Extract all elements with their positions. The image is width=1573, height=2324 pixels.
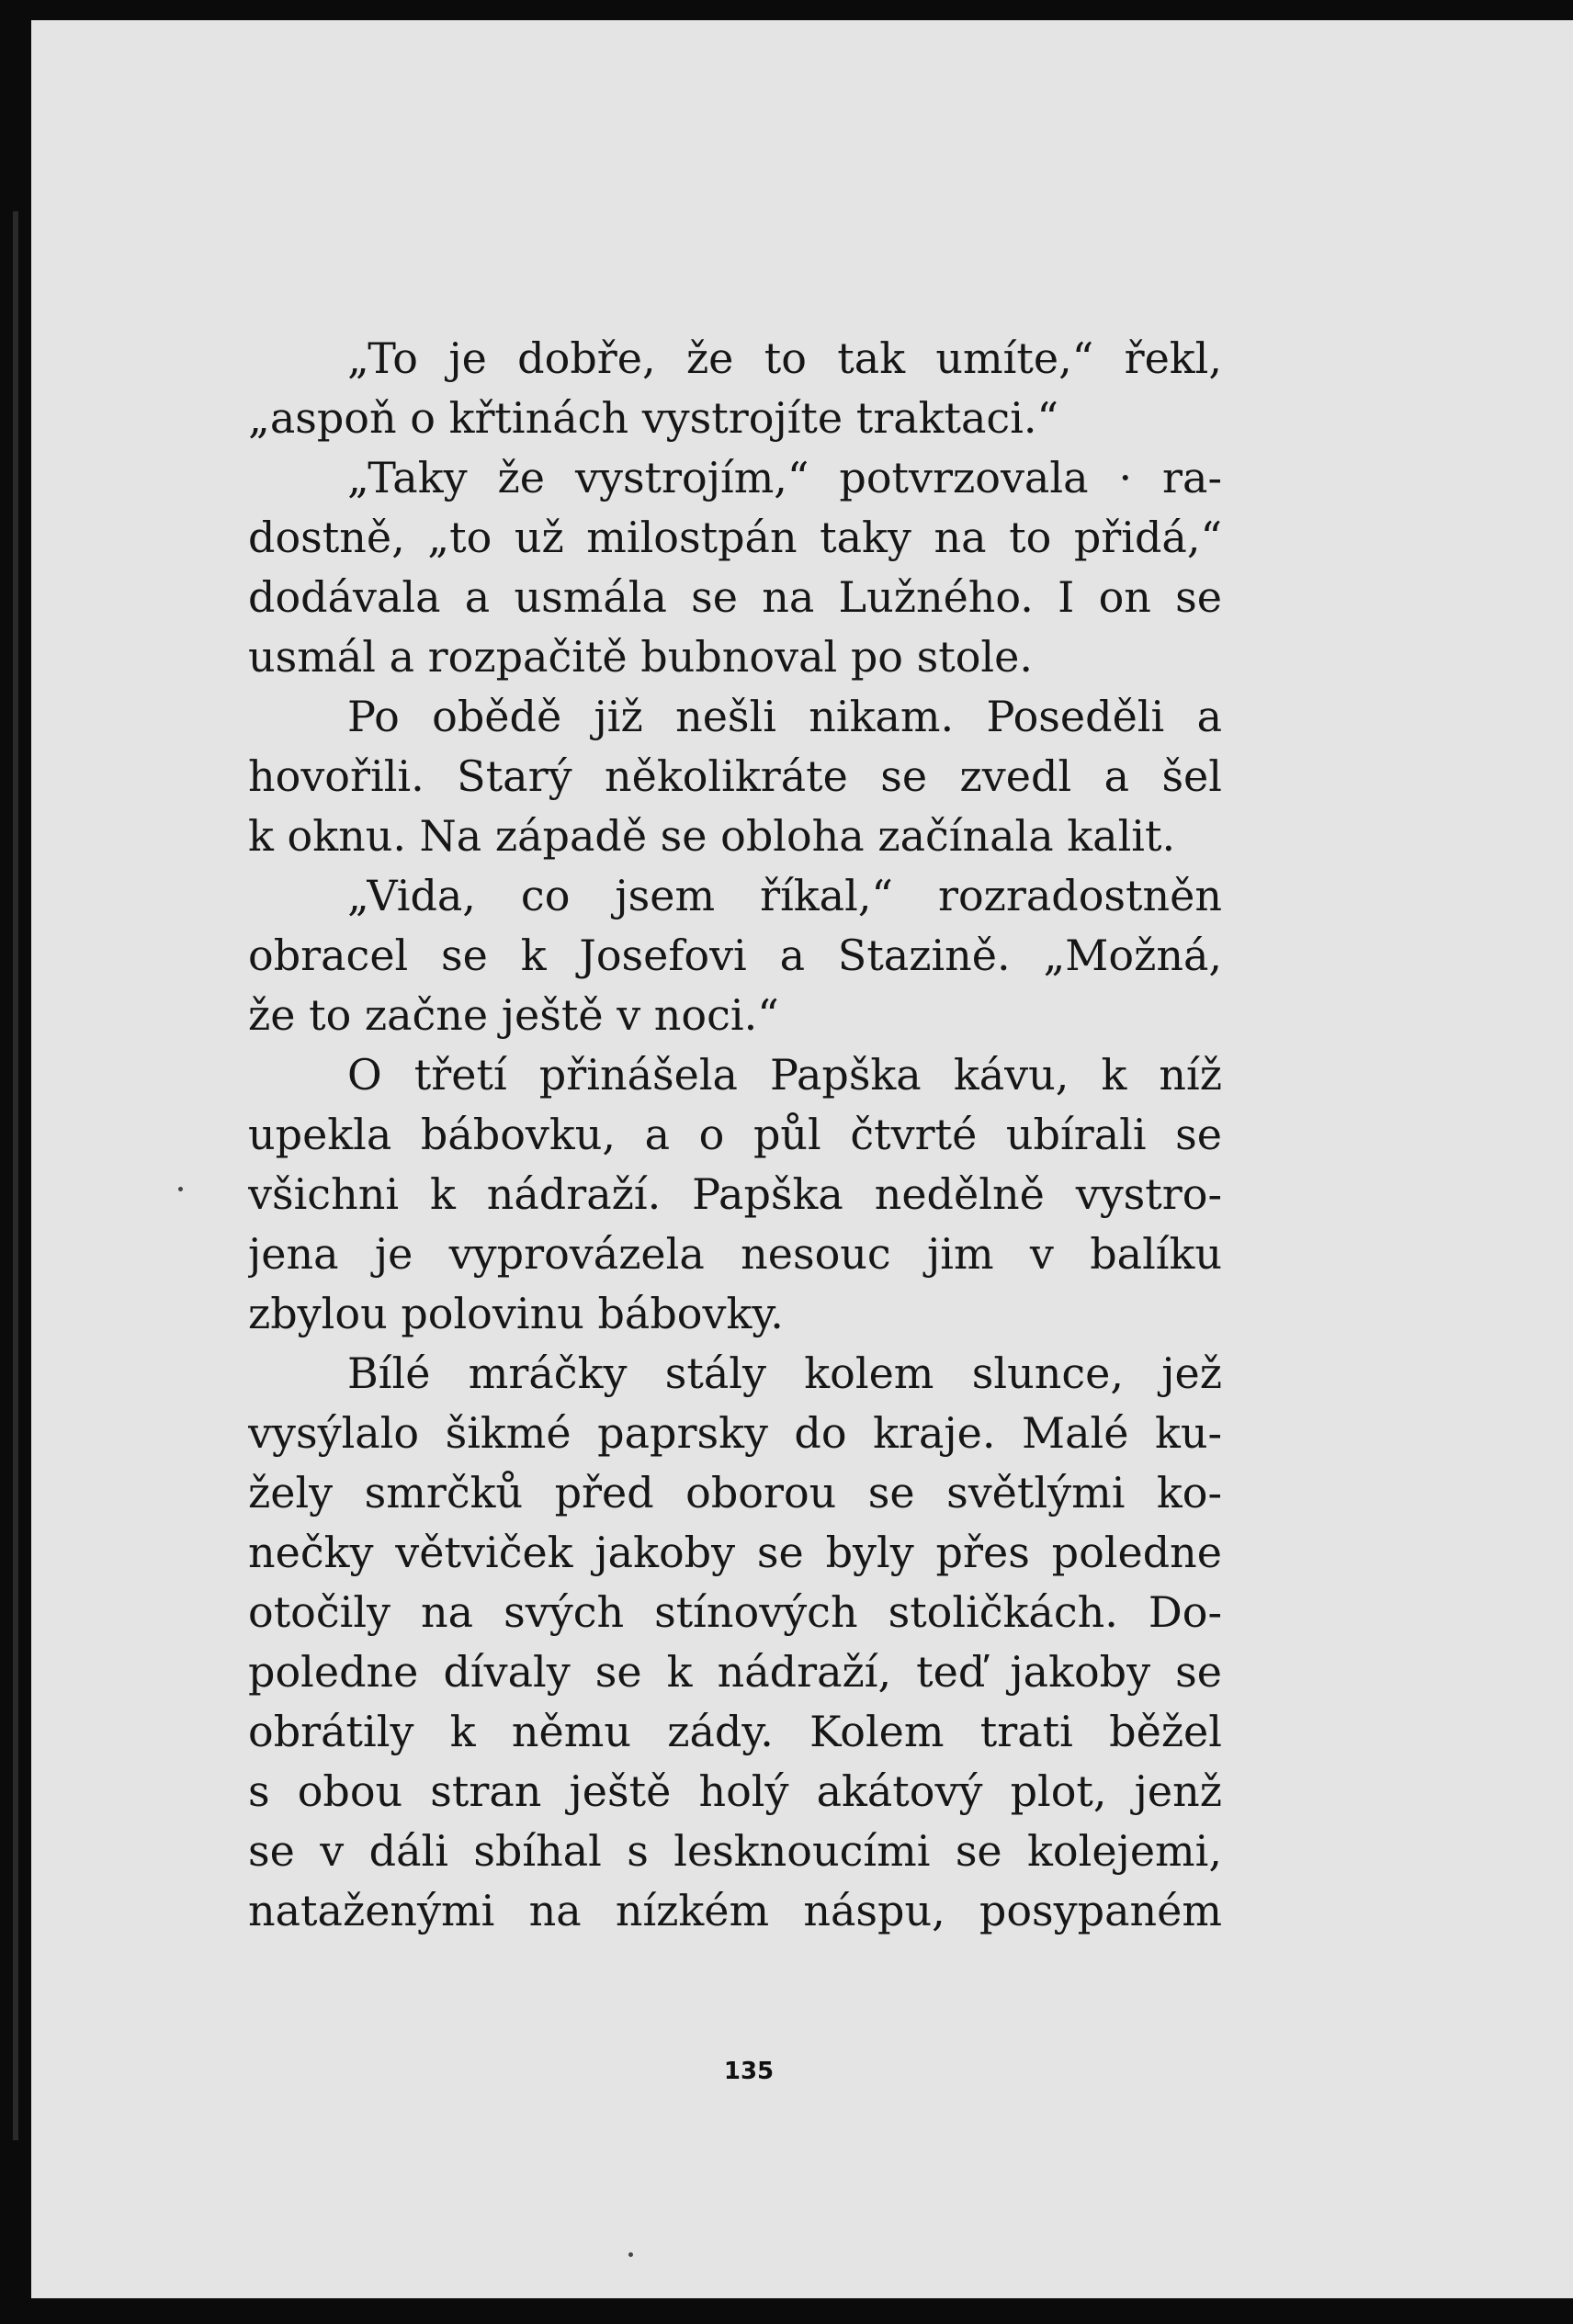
page-number: 135 bbox=[723, 2058, 775, 2085]
text-line: „To je dobře, že to tak umíte,“ řekl, bbox=[347, 333, 1222, 383]
text-line: „Vida, co jsem říkal,“ rozradostněn bbox=[347, 871, 1222, 920]
text-line: O třetí přinášela Papška kávu, k níž bbox=[347, 1050, 1222, 1100]
text-line: jena je vyprovázela nesouc jim v balíku bbox=[248, 1229, 1222, 1279]
page-speck bbox=[178, 1187, 183, 1191]
text-line: nečky větviček jakoby se byly přes poledne bbox=[248, 1528, 1222, 1577]
page-text bbox=[248, 329, 1222, 1941]
text-line: Bílé mráčky stály kolem slunce, jež bbox=[347, 1348, 1222, 1398]
text-line: Po obědě již nešli nikam. Poseděli a bbox=[347, 692, 1222, 741]
text-line: otočily na svých stínových stoličkách. Do- bbox=[248, 1587, 1222, 1637]
text-line: usmál a rozpačitě bubnoval po stole. bbox=[248, 632, 1033, 682]
text-line: „aspoň o křtinách vystrojíte traktaci.“ bbox=[248, 393, 1059, 443]
text-line: že to začne ještě v noci.“ bbox=[248, 990, 779, 1040]
text-line: hovořili. Starý několikráte se zvedl a šel bbox=[248, 751, 1222, 801]
text-line: žely smrčků před oborou se světlými ko- bbox=[248, 1468, 1222, 1517]
text-line: obracel se k Josefovi a Stazině. „Možná, bbox=[248, 931, 1222, 980]
text-line: se v dáli sbíhal s lesknoucími se kolejemi, bbox=[248, 1826, 1222, 1876]
text-line: „Taky že vystrojím,“ potvrzovala · ra- bbox=[347, 453, 1222, 502]
text-line: upekla bábovku, a o půl čtvrté ubírali se bbox=[248, 1110, 1222, 1159]
text-line: nataženými na nízkém náspu, posypaném bbox=[248, 1886, 1222, 1935]
text-line: s obou stran ještě holý akátový plot, jenž bbox=[248, 1766, 1222, 1816]
text-line: poledne dívaly se k nádraží, teď jakoby se bbox=[248, 1647, 1222, 1697]
page-speck bbox=[628, 2252, 633, 2257]
text-line: dostně, „to už milostpán taky na to přidá,“ bbox=[248, 513, 1222, 562]
text-line: vysýlalo šikmé paprsky do kraje. Malé ku- bbox=[248, 1408, 1222, 1458]
binding-edge bbox=[13, 211, 18, 2140]
text-line: zbylou polovinu bábovky. bbox=[248, 1289, 784, 1338]
text-line: obrátily k němu zády. Kolem trati běžel bbox=[248, 1707, 1222, 1756]
text-line: všichni k nádraží. Papška nedělně vystro- bbox=[248, 1169, 1222, 1219]
text-line: dodávala a usmála se na Lužného. I on se bbox=[248, 572, 1222, 622]
text-line: k oknu. Na západě se obloha začínala kalit. bbox=[248, 811, 1176, 861]
